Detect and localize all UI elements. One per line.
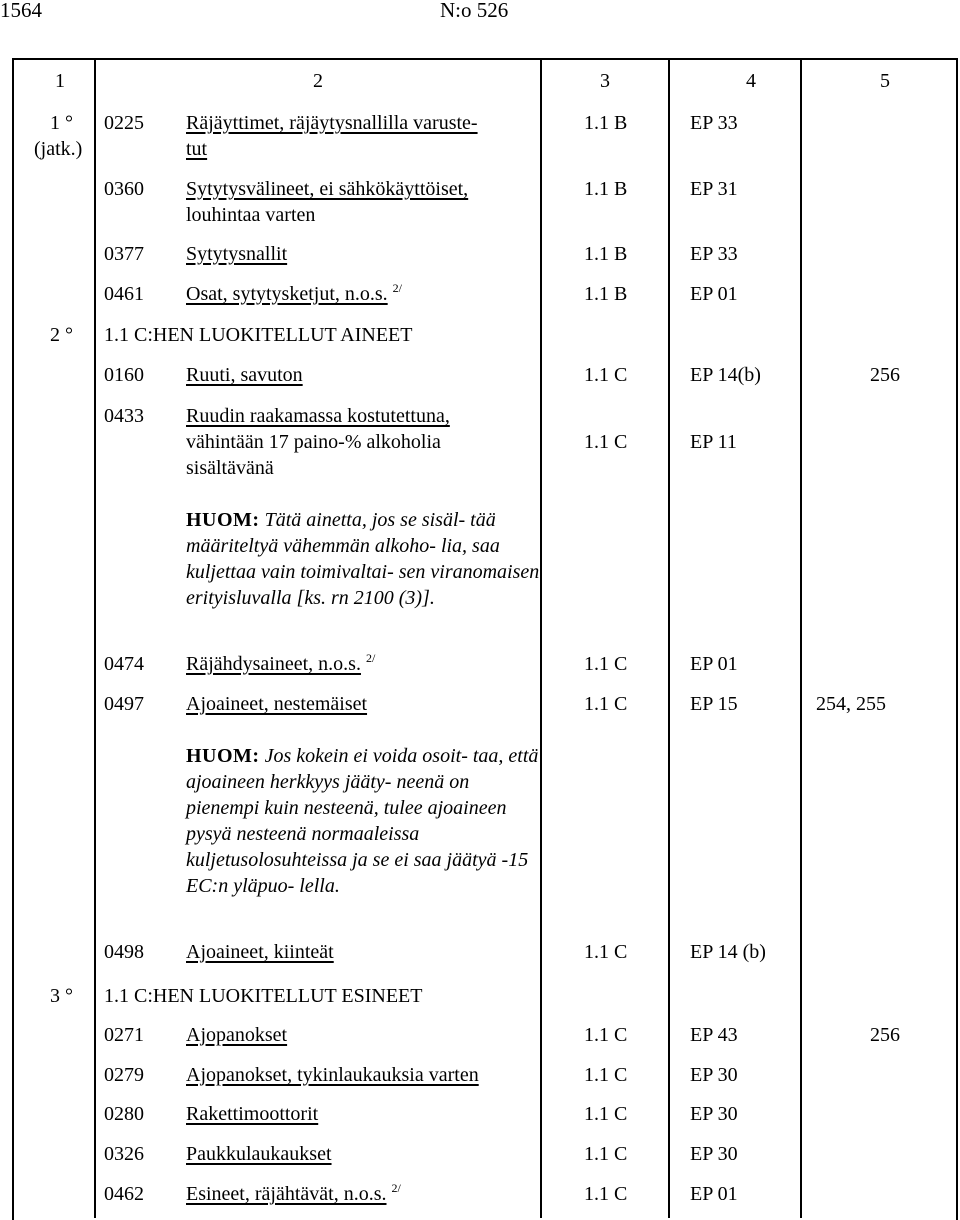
packing-method: EP 15	[690, 693, 738, 715]
column-divider	[540, 58, 542, 1218]
packing-method: EP 11	[690, 431, 737, 453]
un-number: 0279	[104, 1064, 144, 1086]
packing-method: EP 01	[690, 283, 738, 305]
page-header	[0, 0, 960, 40]
un-number: 0462	[104, 1183, 144, 1205]
column-divider	[94, 58, 96, 1218]
section-heading: 1.1 C:HEN LUOKITELLUT ESINEET	[104, 985, 423, 1007]
remark-reference: 256	[870, 364, 900, 386]
substance-name-cont: tut	[186, 138, 208, 160]
classification-code: 1.1 C	[584, 1064, 628, 1086]
classification-code: 1.1 B	[584, 178, 628, 200]
packing-method: EP 43	[690, 1024, 738, 1046]
un-number: 0225	[104, 112, 144, 134]
un-number: 0160	[104, 364, 144, 386]
footnote-ref: 2/	[365, 651, 376, 665]
note-head: HUOM:	[186, 745, 260, 767]
packing-method: EP 30	[690, 1103, 738, 1125]
un-number: 0280	[104, 1103, 144, 1125]
column-header: 2	[313, 70, 323, 92]
classification-code: 1.1 C	[584, 693, 628, 715]
section-heading: 1.1 C:HEN LUOKITELLUT AINEET	[104, 324, 413, 346]
column-divider	[668, 58, 670, 1218]
classification-code: 1.1 B	[584, 112, 628, 134]
substance-name: Sytytysnallit	[186, 243, 288, 265]
un-number: 0474	[104, 653, 144, 675]
un-number: 0360	[104, 178, 144, 200]
un-number: 0377	[104, 243, 144, 265]
substance-name: Räjähdysaineet, n.o.s. $^{2/}$	[186, 651, 376, 675]
un-number: 0433	[104, 405, 144, 427]
substance-name: Rakettimoottorit	[186, 1103, 319, 1125]
packing-method: EP 30	[690, 1143, 738, 1165]
class-label: 1 °	[50, 112, 73, 134]
classification-code: 1.1 C	[584, 653, 628, 675]
column-header: 4	[746, 70, 756, 92]
packing-method: EP 01	[690, 1183, 738, 1205]
substance-name: Paukkulaukaukset	[186, 1143, 332, 1165]
substance-name: Räjäyttimet, räjäytysnallilla varuste-	[186, 112, 478, 134]
classification-code: 1.1 C	[584, 1143, 628, 1165]
substance-name: Esineet, räjähtävät, n.o.s. $^{2/}$	[186, 1181, 401, 1205]
substance-name: Sytytysvälineet, ei sähkökäyttöiset,	[186, 178, 469, 200]
column-header: 3	[600, 70, 610, 92]
packing-method: EP 30	[690, 1064, 738, 1086]
column-header: 1	[55, 70, 65, 92]
substance-name: Ruuti, savuton	[186, 364, 303, 386]
packing-method: EP 14(b)	[690, 364, 761, 386]
substance-name: Ruudin raakamassa kostutettuna,	[186, 405, 450, 427]
footnote-ref: 2/	[391, 1181, 401, 1195]
un-number: 0497	[104, 693, 144, 715]
footnote-ref: 2/	[392, 281, 403, 295]
un-number: 0326	[104, 1143, 144, 1165]
classification-code: 1.1 B	[584, 243, 628, 265]
packing-method: EP 31	[690, 178, 738, 200]
page-number: 1564	[0, 0, 42, 22]
packing-method: EP 33	[690, 243, 738, 265]
packing-method: EP 14 (b)	[690, 941, 766, 963]
law-number: N:o 526	[440, 0, 509, 22]
note	[186, 507, 546, 611]
classification-code: 1.1 C	[584, 1103, 628, 1125]
classification-code: 1.1 C	[584, 364, 628, 386]
remark-reference: 256	[870, 1024, 900, 1046]
substance-name-cont: sisältävänä	[186, 457, 274, 479]
substance-name: Ajopanokset	[186, 1024, 288, 1046]
classification-code: 1.1 C	[584, 941, 628, 963]
substance-name: Osat, sytytysketjut, n.o.s. $^{2/}$	[186, 281, 403, 305]
classification-code: 1.1 C	[584, 431, 628, 453]
class-label: 3 °	[50, 985, 73, 1007]
note-text: Tätä ainetta, jos se sisäl- tää määriteltyä vähemmän alkoho- lia, saa kuljettaa vain toimivaltai- sen viranomaisen erityisluvalla [ks. rn 2100 (3)].	[186, 509, 540, 609]
packing-method: EP 33	[690, 112, 738, 134]
column-divider	[800, 58, 802, 1218]
note-head: HUOM:	[186, 509, 260, 531]
classification-code: 1.1 C	[584, 1024, 628, 1046]
substance-name: Ajoaineet, kiinteät	[186, 941, 334, 963]
table-frame	[12, 58, 958, 1220]
substance-name-cont: louhintaa varten	[186, 204, 316, 226]
class-continued: (jatk.)	[34, 138, 83, 160]
class-label: 2 °	[50, 324, 73, 346]
packing-method: EP 01	[690, 653, 738, 675]
substance-name-cont: vähintään 17 paino-% alkoholia	[186, 431, 441, 453]
remark-reference: 254, 255	[816, 693, 886, 715]
un-number: 0461	[104, 283, 144, 305]
substance-name: Ajoaineet, nestemäiset	[186, 693, 368, 715]
column-header: 5	[880, 70, 890, 92]
note	[186, 743, 546, 899]
un-number: 0271	[104, 1024, 144, 1046]
classification-code: 1.1 C	[584, 1183, 628, 1205]
substance-name: Ajopanokset, tykinlaukauksia varten	[186, 1064, 479, 1086]
note-text: Jos kokein ei voida osoit- taa, että ajoaineen herkkyys jääty- neenä on pienempi kuin nesteenä, tulee ajoaineen pysyä nesteenä normaaleissa kuljetusolosuhteissa ja se ei saa jäätyä -15 EC:n yläpuo- lella.	[186, 745, 539, 897]
un-number: 0498	[104, 941, 144, 963]
classification-code: 1.1 B	[584, 283, 628, 305]
